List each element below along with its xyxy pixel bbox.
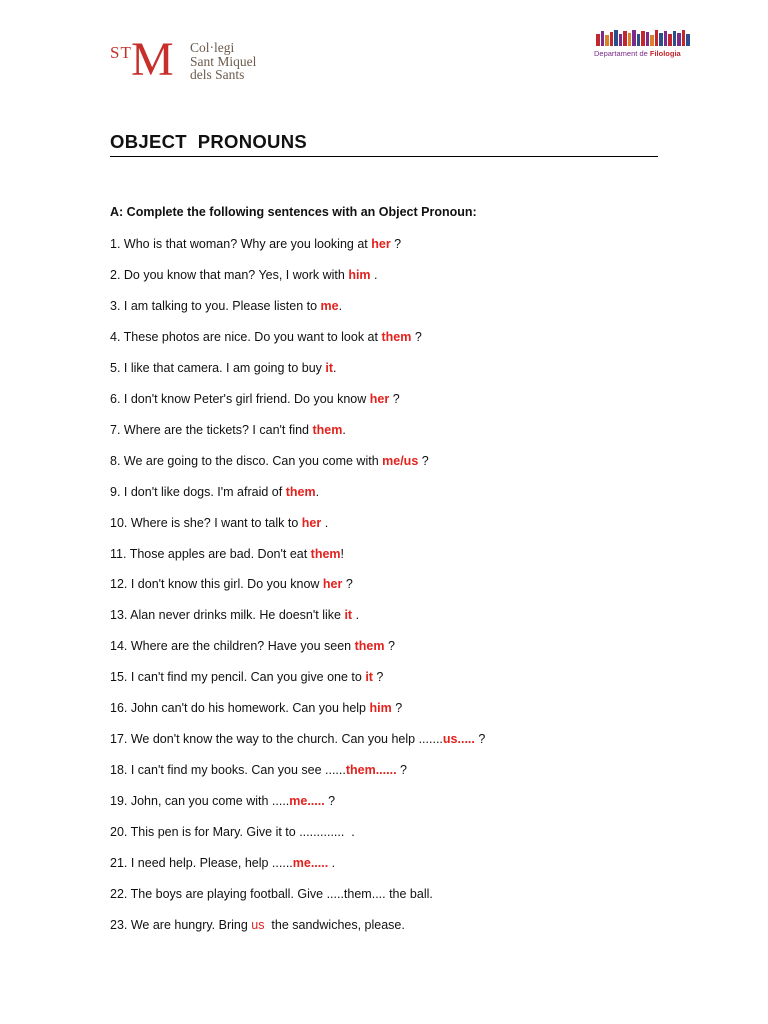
sentence-item <box>110 236 401 252</box>
sentence-text: 13. Alan never drinks milk. He doesn't like <box>110 608 345 623</box>
department-prefix: Departament de <box>594 49 648 58</box>
sentence-item <box>110 267 378 283</box>
page-title: OBJECT PRONOUNS <box>110 131 308 152</box>
logo-st-letters: ST <box>110 43 132 62</box>
sentence-ending: the sandwiches, please. <box>264 917 405 932</box>
sentence-ending: ? <box>390 237 402 251</box>
sentence-text: 9. I don't like dogs. I'm afraid of <box>110 484 286 499</box>
sentence-item <box>110 546 344 562</box>
sentence-ending: . <box>315 484 320 499</box>
sentence-item <box>110 515 328 531</box>
sentence-item <box>110 762 407 778</box>
sentence-ending: . <box>333 360 337 375</box>
sentence-text: 4. These photos are nice. Do you want to look at <box>110 329 382 344</box>
answer-pronoun: her <box>371 237 391 251</box>
sentence-ending: . <box>370 267 378 282</box>
sentence-item <box>110 886 433 902</box>
answer-pronoun: us <box>251 917 265 932</box>
answer-pronoun: them <box>354 639 385 654</box>
sentence-text: 2. Do you know that man? Yes, I work with <box>110 267 349 282</box>
answer-pronoun: them <box>381 329 412 344</box>
answer-pronoun: her <box>301 515 322 530</box>
sentence-item <box>110 855 335 871</box>
logo-m-letter: M <box>131 33 174 86</box>
sentence-text: 20. This pen is for Mary. Give it to ............. . <box>110 825 355 840</box>
answer-pronoun: her <box>322 577 343 592</box>
sentence-item <box>110 391 400 407</box>
answer-pronoun: them <box>285 484 316 499</box>
sentence-item <box>110 700 402 716</box>
sentence-ending: . <box>342 422 346 437</box>
answer-pronoun: us..... <box>442 732 475 747</box>
sentence-item <box>110 453 429 469</box>
sentence-text: 7. Where are the tickets? I can't find <box>110 422 313 437</box>
sentence-ending: ? <box>411 329 422 344</box>
sentence-text: 10. Where is she? I want to talk to <box>110 515 302 530</box>
answer-pronoun: her <box>369 391 390 406</box>
sentence-item <box>110 638 395 654</box>
title-underline <box>110 156 658 157</box>
school-name-line2: Sant Miquel <box>190 53 257 69</box>
sentence-text: 21. I need help. Please, help ...... <box>110 856 293 870</box>
sentence-text: 19. John, can you come with ..... <box>110 794 290 809</box>
sentence-text: 22. The boys are playing football. Give .....them.... the ball. <box>110 886 433 901</box>
sentence-text: 11. Those apples are bad. Don't eat <box>110 546 311 561</box>
sentence-item <box>110 329 422 345</box>
sentence-item <box>110 607 359 623</box>
school-name <box>190 41 256 82</box>
answer-pronoun: him <box>369 701 392 716</box>
answer-pronoun: them <box>312 422 343 437</box>
answer-pronoun: them...... <box>345 763 397 778</box>
sentence-text: 5. I like that camera. I am going to buy <box>110 360 326 375</box>
school-name-line1: Col·legi <box>190 40 235 55</box>
sentence-text: 6. I don't know Peter's girl friend. Do you know <box>110 391 370 406</box>
answer-pronoun: him <box>348 267 371 282</box>
department-name: Filologia <box>649 49 681 58</box>
school-name-line3: dels Sants <box>190 67 245 82</box>
sentence-ending: ? <box>396 763 407 778</box>
sentence-ending: . <box>321 515 329 530</box>
sentence-item <box>110 360 337 376</box>
sentence-ending: ? <box>384 639 395 654</box>
school-logo <box>110 33 280 86</box>
sentence-text: 17. We don't know the way to the church. Can you help ....... <box>110 732 443 747</box>
sentence-text: 23. We are hungry. Bring <box>110 917 252 932</box>
answer-pronoun: me..... <box>289 794 325 809</box>
sentence-ending: ! <box>340 546 345 561</box>
sentence-ending: ? <box>342 577 353 592</box>
sentence-item <box>110 793 335 809</box>
sentence-text: 1. Who is that woman? Why are you looking at <box>110 237 372 251</box>
sentence-text: 18. I can't find my books. Can you see ...... <box>110 763 346 778</box>
books-icon <box>596 28 700 46</box>
sentence-ending: ? <box>324 794 336 809</box>
sentence-ending: ? <box>391 701 403 716</box>
sentence-ending: ? <box>418 453 429 468</box>
department-label <box>594 49 681 58</box>
answer-pronoun: me/us <box>382 453 419 468</box>
sentence-ending: ? <box>389 391 400 406</box>
answer-pronoun: me..... <box>292 856 329 870</box>
answer-pronoun: them <box>310 546 341 561</box>
sentence-item <box>110 824 355 840</box>
sentence-text: 16. John can't do his homework. Can you help <box>110 701 370 716</box>
exercise-instruction: A: Complete the following sentences with an Object Pronoun: <box>110 205 477 219</box>
sentence-text: 8. We are going to the disco. Can you come with <box>110 453 383 468</box>
sentence-item <box>110 484 319 500</box>
sentence-text: 14. Where are the children? Have you seen <box>110 639 355 654</box>
sentence-item <box>110 731 485 747</box>
department-logo <box>594 28 704 64</box>
sentence-ending: . <box>352 608 360 623</box>
sentence-item <box>110 576 353 592</box>
answer-pronoun: me <box>320 298 339 313</box>
sentence-item <box>110 298 342 314</box>
sentence-ending: . <box>338 298 343 313</box>
sentence-item <box>110 917 405 933</box>
sentence-item <box>110 669 383 685</box>
sentence-item <box>110 422 346 438</box>
sentence-text: 15. I can't find my pencil. Can you give one to <box>110 670 366 685</box>
sentence-ending: ? <box>372 670 384 685</box>
sentence-text: 3. I am talking to you. Please listen to <box>110 298 321 313</box>
sentence-ending: ? <box>474 732 486 747</box>
sentence-text: 12. I don't know this girl. Do you know <box>110 577 323 592</box>
answer-pronoun: it <box>344 608 353 623</box>
sentence-ending: . <box>328 856 336 870</box>
answer-pronoun: it <box>365 670 373 685</box>
answer-pronoun: it <box>325 360 334 375</box>
